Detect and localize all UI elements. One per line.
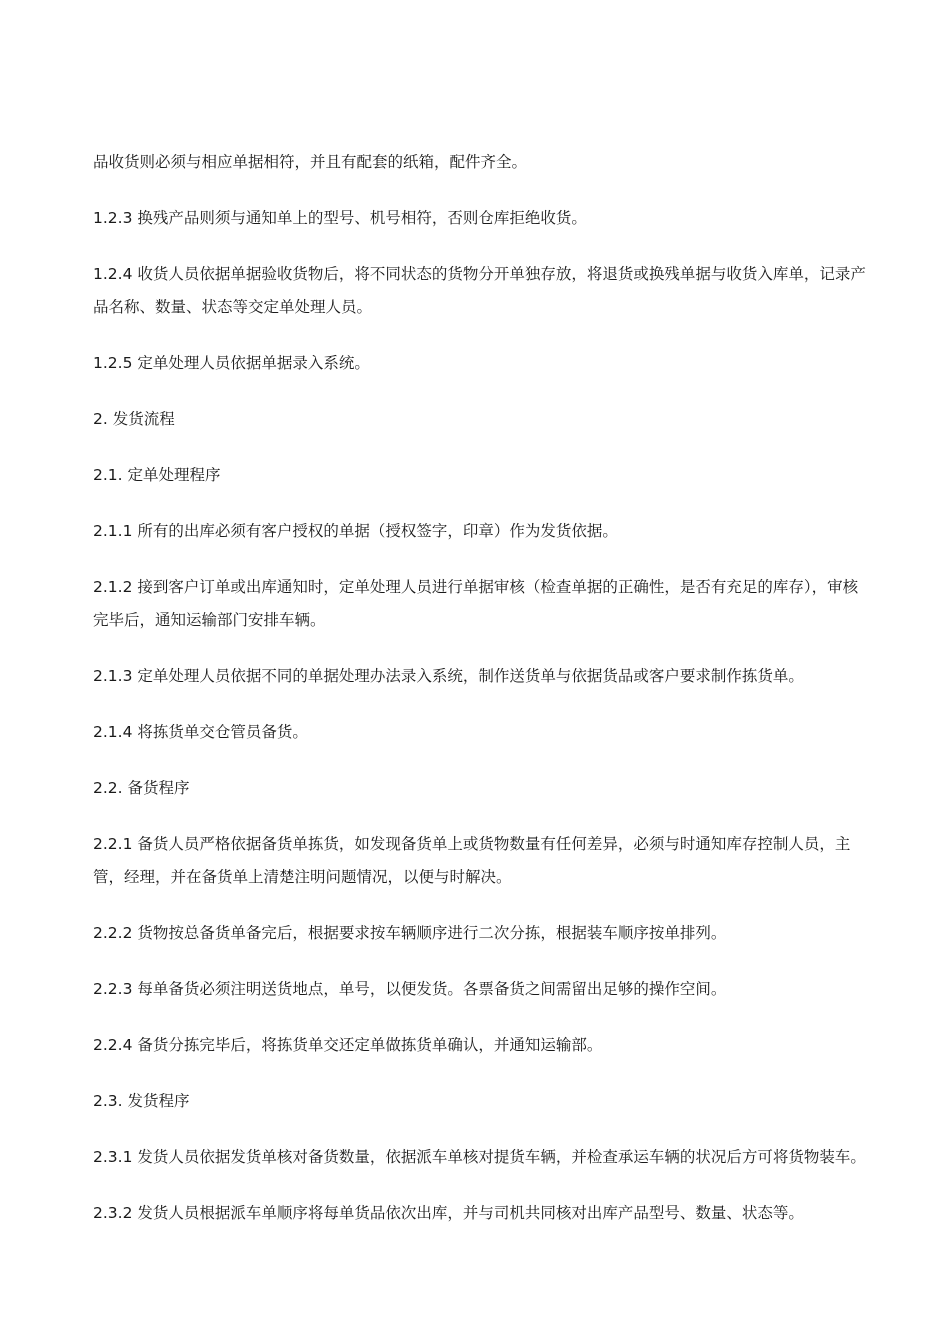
heading-2-1-order-processing: 2.1. 定单处理程序 xyxy=(93,466,221,484)
document-body xyxy=(93,146,868,1253)
paragraph-2-1-1: 2.1.1 所有的出库必须有客户授权的单据（授权签字，印章）作为发货依据。 xyxy=(93,522,618,540)
paragraph-1-2-4: 1.2.4 收货人员依据单据验收货物后，将不同状态的货物分开单独存放，将退货或换残单据与收货入库单，记录产品名称、数量、状态等交定单处理人员。 xyxy=(93,265,866,316)
paragraph-2-1-2: 2.1.2 接到客户订单或出库通知时，定单处理人员进行单据审核（检查单据的正确性，是否有充足的库存），审核完毕后，通知运输部门安排车辆。 xyxy=(93,578,859,629)
heading-2-2-picking: 2.2. 备货程序 xyxy=(93,779,190,797)
paragraph-1-2-3: 1.2.3 换残产品则须与通知单上的型号、机号相符，否则仓库拒绝收货。 xyxy=(93,209,587,227)
paragraph-2-3-2: 2.3.2 发货人员根据派车单顺序将每单货品依次出库，并与司机共同核对出库产品型号、数量、状态等。 xyxy=(93,1204,804,1222)
paragraph-2-2-4: 2.2.4 备货分拣完毕后，将拣货单交还定单做拣货单确认，并通知运输部。 xyxy=(93,1036,603,1054)
paragraph-2-1-3: 2.1.3 定单处理人员依据不同的单据处理办法录入系统，制作送货单与依据货品或客户要求制作拣货单。 xyxy=(93,667,804,685)
paragraph-2-2-3: 2.2.3 每单备货必须注明送货地点，单号，以便发货。各票备货之间需留出足够的操作空间。 xyxy=(93,980,727,998)
paragraph-1-2-5: 1.2.5 定单处理人员依据单据录入系统。 xyxy=(93,354,370,372)
heading-2-shipping-process: 2. 发货流程 xyxy=(93,410,175,428)
paragraph-2-3-1: 2.3.1 发货人员依据发货单核对备货数量，依据派车单核对提货车辆，并检查承运车辆的状况后方可将货物装车。 xyxy=(93,1148,866,1166)
paragraph-2-2-2: 2.2.2 货物按总备货单备完后，根据要求按车辆顺序进行二次分拣，根据装车顺序按单排列。 xyxy=(93,924,727,942)
paragraph-2-2-1: 2.2.1 备货人员严格依据备货单拣货，如发现备货单上或货物数量有任何差异，必须与时通知库存控制人员，主管，经理，并在备货单上清楚注明问题情况，以便与时解决。 xyxy=(93,835,851,886)
paragraph-2-1-4: 2.1.4 将拣货单交仓管员备货。 xyxy=(93,723,308,741)
paragraph-receiving-match: 品收货则必须与相应单据相符，并且有配套的纸箱，配件齐全。 xyxy=(93,153,528,171)
heading-2-3-dispatch: 2.3. 发货程序 xyxy=(93,1092,190,1110)
